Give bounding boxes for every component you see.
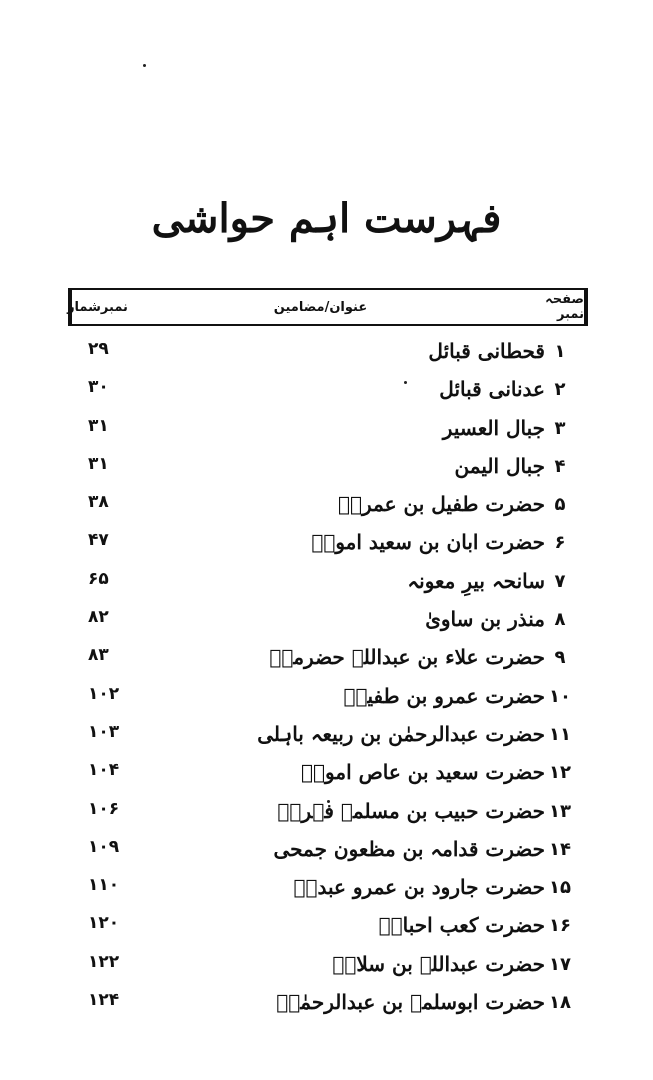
row-page: ۱۱۰ (88, 875, 120, 896)
row-title: حضرت حبیب بن مسلمہ فہریؓ (277, 798, 545, 823)
row-page: ۱۰۶ (88, 798, 120, 819)
row-number: ۹ (554, 647, 566, 669)
row-title: حضرت علاء بن عبداللہ حضرمیؓ (269, 645, 545, 670)
row-number: ۳ (554, 417, 566, 439)
row-title: قحطانی قبائل (428, 339, 545, 363)
toc-row (0, 450, 653, 488)
row-number: ۱۲ (549, 762, 571, 784)
toc-row (0, 795, 653, 833)
row-page: ۳۸ (88, 492, 109, 513)
row-title: حضرت عبدالرحمٰن بن ربیعہ باہلی (257, 721, 545, 746)
toc-row (0, 335, 653, 373)
row-page: ۲۹ (88, 339, 109, 359)
toc-row (0, 373, 653, 411)
row-number: ۱ (554, 341, 566, 362)
row-page: ۱۰۴ (88, 760, 120, 781)
row-title: سانحہ بیرِ معونہ (407, 568, 545, 593)
row-page: ۱۲۰ (88, 913, 120, 934)
row-page: ۱۰۲ (88, 683, 120, 704)
row-number: ۶ (554, 532, 566, 554)
row-number: ۴ (554, 455, 566, 477)
header-subject: عنوان/مضامین (273, 299, 368, 315)
row-title: حضرت عبداللہ بن سلامؓ (332, 951, 545, 976)
toc-row (0, 565, 653, 603)
row-number: ۱۱ (549, 723, 571, 745)
row-number: ۸ (554, 609, 566, 631)
row-page: ۸۲ (88, 607, 109, 628)
row-title: جبال الیمن (454, 453, 545, 478)
toc-row (0, 909, 653, 947)
row-page: ۱۲۲ (88, 951, 120, 972)
toc-row (0, 756, 653, 794)
row-number: ۵ (554, 494, 566, 516)
print-speck (143, 64, 146, 67)
row-title: جبال العسیر (442, 415, 545, 440)
row-number: ۷ (554, 570, 566, 592)
row-title: حضرت ابوسلمہ بن عبدالرحمٰنؒ (276, 990, 545, 1015)
row-number: ۱۶ (549, 915, 571, 937)
row-title: منذر بن ساویٰ (425, 607, 545, 632)
row-title: عدنانی قبائل (439, 377, 545, 402)
row-page: ۱۰۳ (88, 721, 120, 742)
toc-row (0, 641, 653, 679)
row-page: ۸۳ (88, 645, 109, 666)
toc-list (0, 335, 653, 1024)
table-header (68, 288, 588, 326)
row-title: حضرت ابان بن سعید امویؓ (311, 530, 545, 555)
row-page: ۱۲۴ (88, 990, 120, 1011)
toc-row (0, 948, 653, 986)
row-page: ۴۷ (88, 530, 109, 551)
toc-row (0, 680, 653, 718)
header-serial: نمبرشمار (70, 290, 123, 324)
row-number: ۱۴ (549, 838, 571, 860)
row-title: حضرت سعید بن عاص امویؓ (301, 760, 545, 785)
row-title: حضرت جارود بن عمرو عبدیؓ (293, 875, 545, 900)
row-title: حضرت عمرو بن طفیلؓ (343, 683, 545, 708)
header-page: صفحہ نمبر (518, 290, 586, 324)
page-title: فہرست اہم حواشی (151, 195, 502, 242)
row-number: ۱۵ (549, 877, 571, 899)
toc-row (0, 603, 653, 641)
toc-row (0, 412, 653, 450)
toc-row (0, 833, 653, 871)
row-title: حضرت قدامہ بن مظعون جمحی (273, 836, 545, 861)
row-page: ۳۱ (88, 415, 109, 436)
row-title: حضرت کعب احبارؒ (378, 913, 545, 938)
row-number: ۱۳ (549, 800, 571, 822)
row-title: حضرت طفیل بن عمروؓ (337, 492, 545, 517)
row-page: ۳۱ (88, 453, 109, 474)
row-number: ۱۸ (549, 992, 571, 1014)
row-page: ۳۰ (88, 377, 109, 398)
toc-row (0, 488, 653, 526)
row-number: ۱۰ (549, 685, 571, 707)
row-page: ۱۰۹ (88, 836, 120, 857)
toc-row (0, 526, 653, 564)
row-page: ۶۵ (88, 568, 109, 589)
toc-row (0, 871, 653, 909)
row-number: ۲ (554, 379, 566, 401)
toc-row (0, 986, 653, 1024)
toc-row (0, 718, 653, 756)
row-number: ۱۷ (549, 953, 571, 975)
